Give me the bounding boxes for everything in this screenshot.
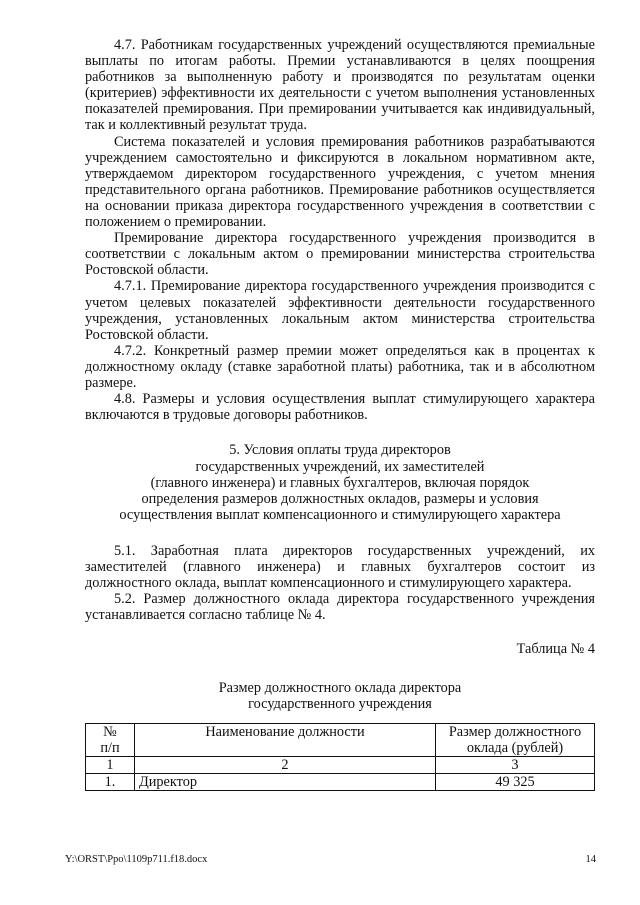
- heading-line: (главного инженера) и главных бухгалтеров, включая порядок: [150, 474, 530, 491]
- file-path: Y:\ORST\Ppo\1109p711.f18.docx: [65, 854, 208, 865]
- header-cell-salary: [436, 724, 595, 757]
- index-cell: 3: [436, 757, 595, 774]
- header-cell-text: № п/п: [100, 724, 120, 757]
- row-number-cell: 1.: [86, 774, 135, 791]
- paragraph-4-7-2: 4.7.2. Конкретный размер премии может определяться как в процентах к должностному окладу (ставке заработной платы) работника, так и в абсолютном размере.: [85, 342, 595, 391]
- table-row: [86, 774, 595, 791]
- index-cell: 2: [135, 757, 436, 774]
- table-title-line: государственного учреждения: [248, 696, 432, 713]
- paragraph-4-7-1: 4.7.1. Премирование директора государственного учреждения производится с учетом целевых показателей эффективности деятельности государственного учреждения, установленных локальным актом министерства строительства Ростовской области.: [85, 278, 595, 343]
- row-position-cell: Директор: [135, 774, 436, 791]
- heading-line: осуществления выплат компенсационного и стимулирующего характера: [119, 507, 561, 524]
- paragraph-4-7: 4.7. Работникам государственных учреждений осуществляются премиальные выплаты по итогам работы. Премии устанавливаются в целях поощрения работников за выполненную работу и производятся по результатам оценки (критериев) эффективности их деятельности с учетом выполнения установленных показателей премирования. При премировании учитывается как индивидуальный, так и коллективный результат труда.: [85, 37, 595, 134]
- paragraph-premium-system: Система показателей и условия премирования работников разрабатываются учреждением самостоятельно и фиксируются в локальном нормативном акте, утверждаемом директором государственного учреждения, с учетом мнения представительного органа работников. Премирование работников осуществляется на основании приказа директора государственного учреждения в соответствии с положением о премировании.: [85, 133, 595, 231]
- paragraph-director-premium: Премирование директора государственного учреждения производится в соответствии с локальным актом о премировании министерства строительства Ростовской области.: [85, 230, 595, 279]
- header-cell-text: Наименование должности: [205, 724, 365, 741]
- paragraph-5-2: 5.2. Размер должностного оклада директора государственного учреждения устанавливается согласно таблице № 4.: [85, 591, 595, 624]
- row-salary-cell: 49 325: [436, 774, 595, 791]
- table-title: [85, 680, 595, 712]
- section-5-heading: [85, 442, 595, 523]
- header-cell-position: [135, 724, 436, 757]
- document-body: [85, 37, 595, 791]
- page-number: 14: [585, 854, 596, 865]
- table-header-row: [86, 724, 595, 757]
- header-cell-text: Размер должностного оклада (рублей): [448, 724, 582, 757]
- heading-line: 5. Условия оплаты труда директоров: [229, 442, 451, 459]
- paragraph-5-1: 5.1. Заработная плата директоров государственных учреждений, их заместителей (главного инженера) и главных бухгалтеров состоит из должностного оклада, выплат компенсационного и стимулирующего характера.: [85, 542, 595, 591]
- index-cell: 1: [86, 757, 135, 774]
- table-title-line: Размер должностного оклада директора: [218, 680, 462, 697]
- paragraph-4-8: 4.8. Размеры и условия осуществления выплат стимулирующего характера включаются в трудовые договоры работников.: [85, 391, 595, 424]
- heading-line: государственных учреждений, их заместителей: [195, 458, 485, 475]
- table-index-row: [86, 757, 595, 774]
- salary-table: [85, 723, 595, 791]
- header-cell-number: [86, 724, 135, 757]
- table-number: Таблица № 4: [516, 641, 595, 658]
- heading-line: определения размеров должностных окладов, размеры и условия: [141, 491, 539, 508]
